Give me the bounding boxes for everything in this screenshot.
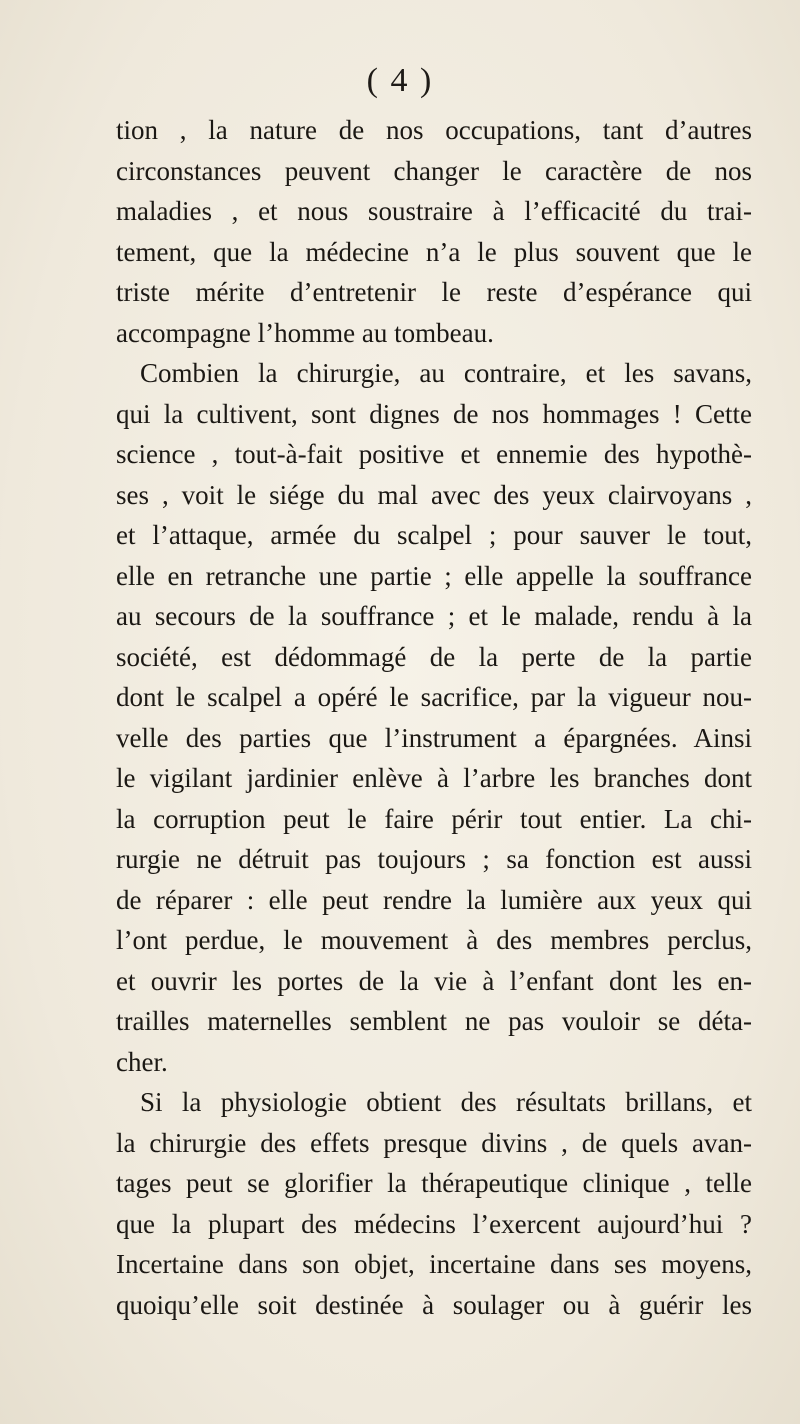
- text-line: velle des parties que l’instrument a épargnées. Ainsi: [116, 722, 752, 753]
- text-line: tion , la nature de nos occupations, tant d’autres: [116, 115, 752, 145]
- body-text: [116, 110, 752, 1325]
- text-line: que la plupart des médecins l’exercent aujourd’hui ?: [116, 1208, 752, 1239]
- text-line: tages peut se glorifier la thérapeutique clinique , telle: [116, 1168, 752, 1198]
- text-line: au secours de la souffrance ; et le malade, rendu à la: [116, 601, 752, 631]
- text-line: triste mérite d’entretenir le reste d’espérance qui: [116, 277, 752, 307]
- text-line: accompagne l’homme au tombeau.: [116, 317, 494, 348]
- text-line: la chirurgie des effets presque divins , de quels avan-: [116, 1127, 752, 1158]
- text-line: elle en retranche une partie ; elle appelle la souffrance: [116, 560, 752, 591]
- text-line: Incertaine dans son objet, incertaine dans ses moyens,: [116, 1249, 752, 1279]
- text-line: quoiqu’elle soit destinée à soulager ou à guérir les: [116, 1289, 752, 1320]
- text-line: qui la cultivent, sont dignes de nos hommages ! Cette: [116, 398, 752, 429]
- text-line: tement, que la médecine n’a le plus souvent que le: [116, 236, 752, 267]
- text-line: le vigilant jardinier enlève à l’arbre les branches dont: [116, 763, 752, 793]
- text-line: société, est dédommagé de la perte de la partie: [116, 641, 752, 672]
- text-line: science , tout-à-fait positive et ennemie des hypothè-: [116, 439, 752, 469]
- text-line: et ouvrir les portes de la vie à l’enfant dont les en-: [116, 965, 752, 996]
- text-line: Si la physiologie obtient des résultats brillans, et: [140, 1087, 752, 1117]
- text-line: maladies , et nous soustraire à l’efficacité du trai-: [116, 196, 752, 226]
- text-line: circonstances peuvent changer le caractère de nos: [116, 155, 752, 186]
- text-line: l’ont perdue, le mouvement à des membres perclus,: [116, 925, 752, 955]
- page-number: ( 4 ): [366, 62, 434, 99]
- text-line: trailles maternelles semblent ne pas vouloir se déta-: [116, 1006, 752, 1036]
- text-line: de réparer : elle peut rendre la lumière aux yeux qui: [116, 884, 752, 915]
- text-line: dont le scalpel a opéré le sacrifice, par la vigueur nou-: [116, 682, 752, 712]
- text-line: et l’attaque, armée du scalpel ; pour sauver le tout,: [116, 520, 752, 550]
- text-line: rurgie ne détruit pas toujours ; sa fonction est aussi: [116, 844, 752, 874]
- text-line: Combien la chirurgie, au contraire, et les savans,: [140, 358, 752, 388]
- text-line: ses , voit le siége du mal avec des yeux clairvoyans ,: [116, 479, 752, 510]
- text-line: cher.: [116, 1046, 168, 1077]
- text-line: la corruption peut le faire périr tout entier. La chi-: [116, 803, 752, 834]
